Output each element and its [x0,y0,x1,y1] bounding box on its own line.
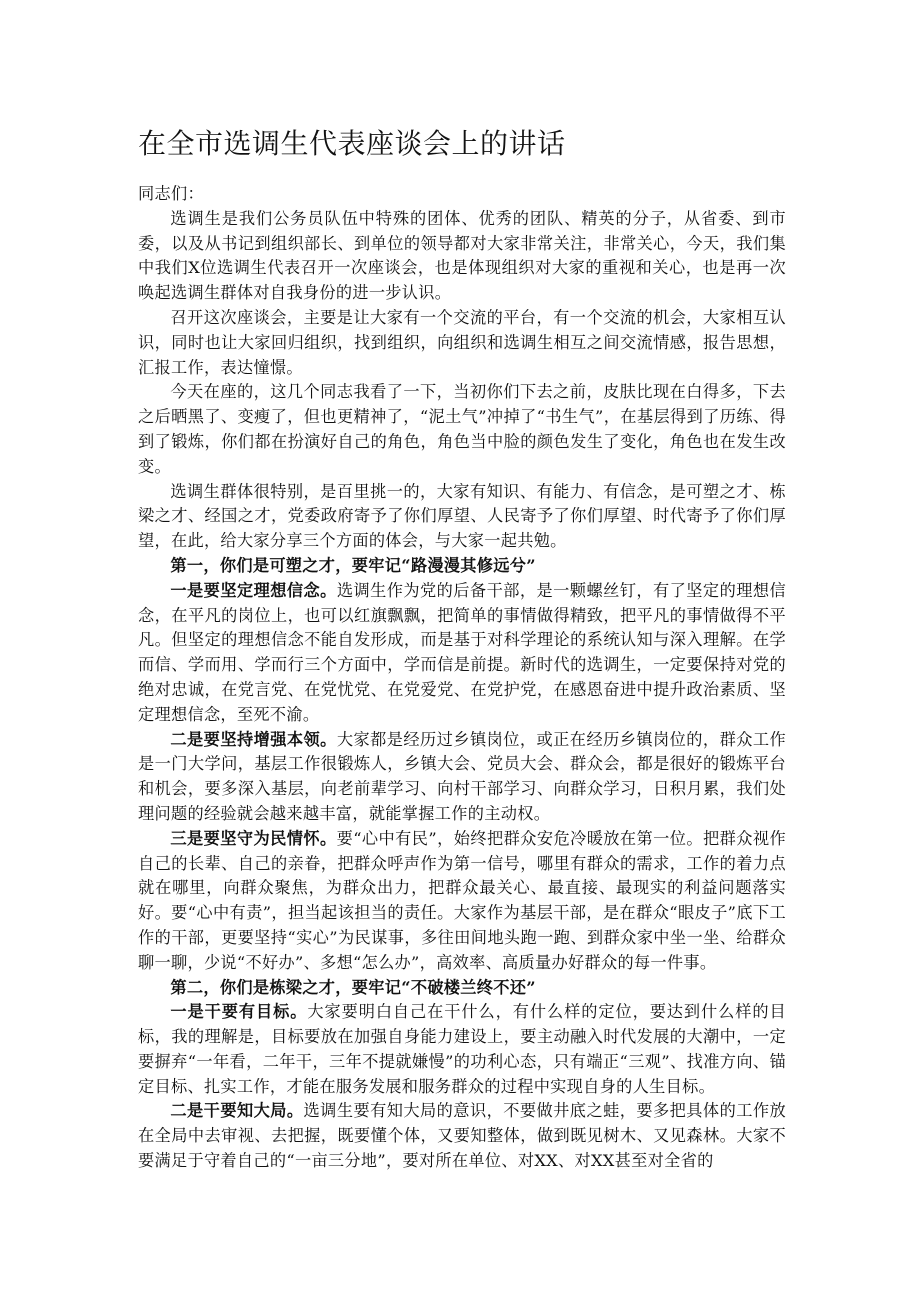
document-page [138,120,786,1174]
salutation: 同志们： [138,184,204,203]
section-1-item-3 [138,827,786,976]
intro-paragraph-4: 选调生群体很特别，是百里挑一的，大家有知识、有能力、有信念，是可塑之才、栋梁之才、经国之才，党委政府寄予了你们厚望、人民寄予了你们厚望、时代寄予了你们厚望，在此，给大家分享三个方面的体会，与大家一起共勉。 [138,481,786,551]
section-1-heading: 第一，你们是可塑之才，要牢记“路漫漫其修远兮” [170,555,536,575]
item-lead: 一是要坚定理想信念。 [170,580,337,600]
intro-paragraph-2: 召开这次座谈会，主要是让大家有一个交流的平台，有一个交流的机会，大家相互认识，同时也让大家回归组织，找到组织，向组织和选调生相互之间交流情感，报告思想，汇报工作，表达憧憬。 [138,307,786,377]
section-2-heading: 第二，你们是栋梁之才，要牢记“不破楼兰终不还” [170,977,536,997]
item-lead: 二是要坚持增强本领。 [170,729,337,749]
section-1-item-2 [138,728,786,827]
item-text: 大家都是经历过乡镇岗位，或正在经历乡镇岗位的，群众工作是一门大学问，基层工作很锻炼人，乡镇大会、党员大会、群众会，都是很好的锻炼平台和机会，要多深入基层，向老前辈学习、向村干部学习、向群众学习，日积月累，我们处理问题的经验就会越来越丰富，就能掌握工作的主动权。 [138,729,786,823]
item-text: 要“心中有民”，始终把群众安危冷暖放在第一位。把群众视作自己的长辈、自己的亲眷，把群众呼声作为第一信号，哪里有群众的需求，工作的着力点就在哪里，向群众聚焦，为群众出力，把群众最关心、最直接、最现实的利益问题落实好。要“心中有责”，担当起该担当的责任。大家作为基层干部，是在群众“眼皮子”底下工作的干部，更要坚持“实心”为民谋事，多往田间地头跑一跑、到群众家中坐一坐、给群众聊一聊，少说“不好办”、多想“怎么办”，高效率、高质量办好群众的每一件事。 [138,828,786,972]
item-lead: 三是要坚守为民情怀。 [170,828,337,848]
intro-paragraph-3: 今天在座的，这几个同志我看了一下，当初你们下去之前，皮肤比现在白得多，下去之后晒黑了、变瘦了，但也更精神了，“泥土气”冲掉了“书生气”，在基层得到了历练、得到了锻炼，你们都在扮演好自己的角色，角色当中脸的颜色发生了变化，角色也在发生改变。 [138,382,786,476]
item-lead: 二是干要知大局。 [170,1101,304,1121]
item-lead: 一是干要有目标。 [170,1002,308,1022]
item-text: 大家要明白自己在干什么，有什么样的定位，要达到什么样的目标，我的理解是，目标要放在加强自身能力建设上，要主动融入时代发展的大潮中，一定要摒弃“一年看，二年干，三年不提就嫌慢”的功利心态，只有端正“三观”、找准方向、锚定目标、扎实工作，才能在服务发展和服务群众的过程中实现自身的人生目标。 [138,1002,786,1096]
item-text: 选调生要有知大局的意识，不要做井底之蛙，要多把具体的工作放在全局中去审视、去把握，既要懂个体，又要知整体，做到既见树木、又见森林。大家不要满足于守着自己的“一亩三分地”，要对所在单位、对XX、对XX甚至对全省的 [138,1101,786,1171]
document-title: 在全市选调生代表座谈会上的讲话 [138,127,566,160]
item-text: 选调生作为党的后备干部，是一颗螺丝钉，有了坚定的理想信念，在平凡的岗位上，也可以红旗飘飘，把简单的事情做得精致，把平凡的事情做得不平凡。但坚定的理想信念不能自发形成，而是基于对科学理论的系统认知与深入理解。在学而信、学而用、学而行三个方面中，学而信是前提。新时代的选调生，一定要保持对党的绝对忠诚，在党言党、在党忧党、在党爱党、在党护党，在感恩奋进中提升政治素质、坚定理想信念，至死不渝。 [138,580,786,724]
intro-paragraph-1: 选调生是我们公务员队伍中特殊的团体、优秀的团队、精英的分子，从省委、到市委，以及从书记到组织部长、到单位的领导都对大家非常关注，非常关心，今天，我们集中我们X位选调生代表召开一次座谈会，也是体现组织对大家的重视和关心，也是再一次唤起选调生群体对自我身份的进一步认识。 [138,208,786,303]
section-2-item-2 [138,1099,786,1173]
section-1-item-1 [138,579,786,728]
section-2-item-1 [138,1000,786,1099]
